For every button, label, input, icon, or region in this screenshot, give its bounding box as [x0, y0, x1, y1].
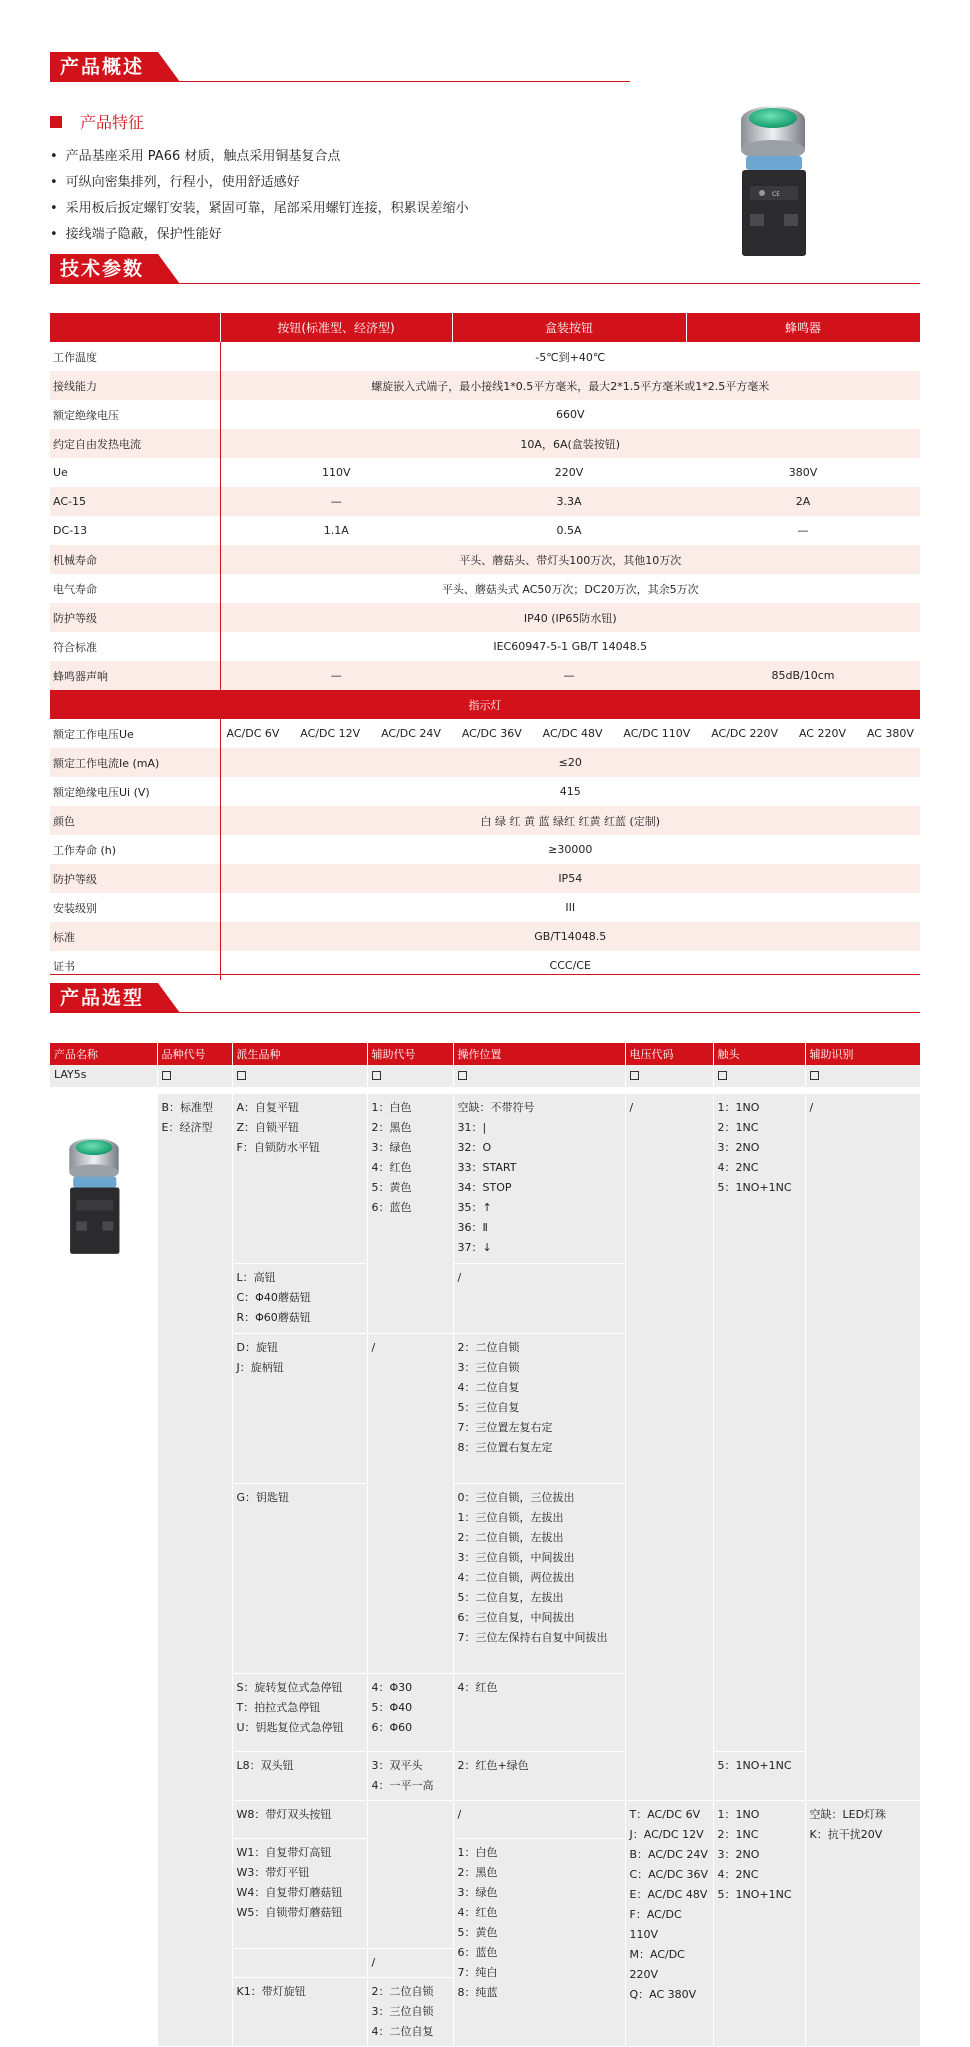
spec-label: 约定自由发热电流 [50, 429, 220, 458]
spec-value: 1.1A [323, 524, 349, 537]
operation-position: 4：红色 [453, 1673, 625, 1751]
spec-value: 平头、蘑菇头、带灯头100万次，其他10万次 [220, 545, 920, 574]
push-button-product-image [728, 98, 818, 260]
selection-header-cell: 辅助识别 [805, 1043, 920, 1065]
checkbox-icon [162, 1071, 171, 1080]
derived-type: W1：自复带灯高钮 W3：带灯平钮 W4：自复带灯蘑菇钮 W5：自锁带灯蘑菇钮 [232, 1838, 367, 1948]
aux-code: / [367, 1333, 453, 1673]
specs-section [50, 254, 920, 294]
spec-value: III [565, 901, 576, 914]
aux-code: / [367, 1948, 453, 1977]
operation-position: 2：二位自锁 3：三位自锁 4：二位自复 5：三位自复 7：三位置左复右定 8：三位置右复左定 [453, 1333, 625, 1483]
spec-value: 110V [321, 466, 351, 479]
spec-value: 0.5A [556, 524, 582, 537]
spec-label: 符合标准 [50, 632, 220, 661]
spec-label: 电气寿命 [50, 574, 220, 603]
derived-type: S：旋转复位式急停钮 T：拍拉式急停钮 U：钥匙复位式急停钮 [232, 1673, 367, 1751]
spec-value: 380V [788, 466, 818, 479]
selection-header-cell: 品种代号 [157, 1043, 232, 1065]
spec-value: ≥30000 [548, 843, 593, 856]
spec-label: 机械寿命 [50, 545, 220, 574]
spec-row [50, 864, 920, 893]
spec-row [50, 661, 920, 690]
operation-position: / [453, 1263, 625, 1333]
code-box [232, 1065, 367, 1087]
selection-header-cell: 辅助代号 [367, 1043, 453, 1065]
spec-value: ≤20 [220, 748, 920, 777]
spec-label: DC-13 [50, 516, 220, 545]
feature-item: • 采用板后扳定螺钉安装，紧固可靠，尾部采用螺钉连接，积累误差缩小 [50, 196, 469, 222]
spec-value: 2A [686, 487, 920, 516]
spec-row [50, 545, 920, 574]
voltage-list [220, 719, 920, 748]
product-name: LAY5s [50, 1065, 157, 1087]
spec-row [50, 400, 920, 429]
spec-row [50, 371, 920, 400]
selection-header-cell: 触头 [713, 1043, 805, 1065]
indicator-band: 指示灯 [50, 690, 920, 719]
spec-row [50, 777, 920, 806]
code-box [713, 1065, 805, 1087]
operation-position: 1：白色 2：黑色 3：绿色 4：红色 5：黄色 6：蓝色 7：纯白 8：纯蓝 [453, 1838, 625, 2046]
spec-row [50, 429, 920, 458]
voltage-item: AC/DC 48V [542, 727, 603, 740]
selection-table [50, 1043, 921, 2047]
voltage-item: AC/DC 220V [711, 727, 779, 740]
features-title [50, 110, 144, 133]
selection-rule [50, 1012, 920, 1013]
derived-type: A：自复平钮 Z：自锁平钮 F：自锁防水平钮 [232, 1093, 367, 1263]
operation-position: 0：三位自锁，三位拔出 1：三位自锁，左拔出 2：二位自锁，左拔出 3：三位自锁，中间拔出 4：二位自锁，两位拔出 5：二位自复，左拔出 6：三位自复，中间拔出 7：三位左保持右自复中间拔出 [453, 1483, 625, 1673]
spec-row [50, 487, 920, 516]
selection-header-cell: 产品名称 [50, 1043, 157, 1065]
aux-code: 1：白色 2：黑色 3：绿色 4：红色 5：黄色 6：蓝色 [367, 1093, 453, 1333]
spec-row [50, 806, 920, 835]
spec-header-cell [50, 313, 220, 342]
spec-row [50, 719, 920, 748]
voltage-item: AC/DC 12V [300, 727, 361, 740]
spec-row [50, 951, 920, 980]
spec-row [50, 748, 920, 777]
code-box [625, 1065, 713, 1087]
series-codes: B：标准型 E：经济型 [157, 1093, 232, 2046]
spec-table [50, 313, 921, 980]
spec-value: — [220, 661, 452, 690]
checkbox-icon [237, 1071, 246, 1080]
derived-type-empty [232, 1948, 367, 1977]
overview-rule [50, 81, 630, 82]
code-box [453, 1065, 625, 1087]
spec-value: IP54 [220, 864, 920, 893]
code-box [805, 1065, 920, 1087]
contact-code: 1：1NO 2：1NC 3：2NO 4：2NC 5：1NO+1NC [713, 1093, 805, 1751]
spec-label: 额定绝缘电压 [50, 400, 220, 429]
spec-value: 平头、蘑菇头式 AC50万次；DC20万次，其余5万次 [441, 582, 699, 596]
voltage-code: T：AC/DC 6V J：AC/DC 12V B：AC/DC 24V C：AC/DC 36V E：AC/DC 48V F：AC/DC 110V M：AC/DC 220V Q：AC 380V [625, 1800, 713, 2046]
feature-item: • 接线端子隐蔽，保护性能好 [50, 222, 469, 248]
selection-group-row [50, 1093, 920, 1263]
indicator-band-row [50, 690, 920, 719]
spec-label: 颜色 [50, 806, 220, 835]
spec-value: 415 [559, 785, 581, 798]
operation-position: / [453, 1800, 625, 1838]
selection-header-row [50, 1043, 920, 1065]
voltage-item: AC/DC 36V [461, 727, 522, 740]
spec-label: 标准 [50, 922, 220, 951]
spec-row [50, 342, 920, 371]
spec-row [50, 516, 920, 545]
operation-position: 空缺：不带符号 31：| 32：O 33：START 34：STOP 35：↑ 36：Ⅱ 37：↓ [453, 1093, 625, 1263]
feature-item: • 产品基座采用 PA66 材质，触点采用铜基复合点 [50, 144, 469, 170]
voltage-code: / [625, 1093, 713, 1800]
derived-type: G：钥匙钮 [232, 1483, 367, 1673]
spec-header-cell: 蜂鸣器 [686, 313, 920, 342]
voltage-item: AC/DC 24V [381, 727, 441, 740]
aux-code: 4：Φ30 5：Φ40 6：Φ60 [367, 1673, 453, 1751]
checkbox-icon [810, 1071, 819, 1080]
derived-type: D：旋钮 J：旋柄钮 [232, 1333, 367, 1483]
spec-label: 额定工作电压Ue [50, 719, 220, 748]
spec-label: 防护等级 [50, 864, 220, 893]
spec-value: 85dB/10cm [686, 661, 920, 690]
spec-value: 螺旋嵌入式端子，最小接线1*0.5平方毫米，最大2*1.5平方毫米或1*2.5平方毫米 [220, 371, 920, 400]
checkbox-icon [718, 1071, 727, 1080]
voltage-item: AC 380V [866, 727, 914, 740]
spec-header-cell: 按钮(标准型、经济型) [220, 313, 452, 342]
aux-ident: 空缺：LED灯珠 K：抗干扰20V [805, 1800, 920, 2046]
spec-label: 接线能力 [50, 371, 220, 400]
spec-label: Ue [50, 458, 220, 487]
specs-heading: 技术参数 [50, 254, 158, 284]
spec-label: 蜂鸣器声响 [50, 661, 220, 690]
checkbox-icon [372, 1071, 381, 1080]
spec-label: 防护等级 [50, 603, 220, 632]
spec-bottom-rule [50, 974, 920, 975]
derived-type: K1：带灯旋钮 [232, 1977, 367, 2046]
spec-row [50, 922, 920, 951]
spec-label: 工作寿命 (h) [50, 835, 220, 864]
spec-value: GB/T14048.5 [220, 922, 920, 951]
checkbox-icon [630, 1071, 639, 1080]
spec-label: 额定绝缘电压Ui (V) [50, 777, 220, 806]
spec-value: — [452, 661, 686, 690]
aux-code: 3：双平头 4：一平一高 [367, 1751, 453, 1800]
svg-text:CE: CE [772, 191, 780, 198]
specs-rule [50, 283, 920, 284]
spec-row [50, 835, 920, 864]
square-bullet-icon [50, 116, 62, 128]
voltage-item: AC/DC 6V [226, 727, 280, 740]
spec-label: 证书 [50, 951, 220, 980]
operation-position: 2：红色+绿色 [453, 1751, 625, 1800]
spec-label: 工作温度 [50, 342, 220, 371]
voltage-item: AC 220V [798, 727, 846, 740]
aux-code-empty [367, 1800, 453, 1948]
spec-value: -5℃到+40℃ [535, 350, 606, 364]
push-button-thumbnail-image [58, 1132, 130, 1257]
spec-header-row [50, 313, 920, 342]
code-box [367, 1065, 453, 1087]
aux-ident: / [805, 1093, 920, 1800]
selection-header-cell: 操作位置 [453, 1043, 625, 1065]
spec-value: IEC60947-5-1 GB/T 14048.5 [493, 640, 648, 653]
overview-section [50, 52, 920, 92]
features-list [50, 144, 469, 248]
spec-value: 10A，6A(盒装按钮) [220, 429, 920, 458]
spec-label: 安装级别 [50, 893, 220, 922]
selection-header-cell: 电压代码 [625, 1043, 713, 1065]
spec-value: IP40 (IP65防水钮) [220, 603, 920, 632]
overview-heading: 产品概述 [50, 52, 158, 82]
features-title-text: 产品特征 [80, 113, 145, 132]
spec-row [50, 893, 920, 922]
code-box [157, 1065, 232, 1087]
selection-section [50, 983, 920, 1023]
feature-item: • 可纵向密集排列，行程小，使用舒适感好 [50, 170, 469, 196]
aux-code: 2：二位自锁 3：三位自锁 4：二位自复 [367, 1977, 453, 2046]
spec-row [50, 632, 920, 661]
selection-heading: 产品选型 [50, 983, 158, 1013]
spec-value: 220V [554, 466, 584, 479]
derived-type: L：高钮 C：Φ40蘑菇钮 R：Φ60蘑菇钮 [232, 1263, 367, 1333]
spec-label: AC-15 [50, 487, 220, 516]
spec-row [50, 603, 920, 632]
contact-code: 5：1NO+1NC [713, 1751, 805, 1800]
derived-type: W8：带灯双头按钮 [232, 1800, 367, 1838]
model-code-row [50, 1065, 920, 1087]
derived-type: L8：双头钮 [232, 1751, 367, 1800]
spec-value: 660V [555, 408, 585, 421]
selection-header-cell: 派生品种 [232, 1043, 367, 1065]
spec-row [50, 574, 920, 603]
spec-value: — [797, 524, 809, 537]
spec-value: — [220, 487, 452, 516]
checkbox-icon [458, 1071, 467, 1080]
spec-header-cell: 盒装按钮 [452, 313, 686, 342]
spec-value: 白 绿 红 黄 蓝 绿红 红黄 红蓝 (定制) [220, 806, 920, 835]
spec-row [50, 458, 920, 487]
spec-label: 额定工作电流Ie (mA) [50, 748, 220, 777]
contact-code: 1：1NO 2：1NC 3：2NO 4：2NC 5：1NO+1NC [713, 1800, 805, 2046]
voltage-item: AC/DC 110V [623, 727, 691, 740]
spec-value: CCC/CE [549, 959, 591, 972]
spec-value: 3.3A [452, 487, 686, 516]
